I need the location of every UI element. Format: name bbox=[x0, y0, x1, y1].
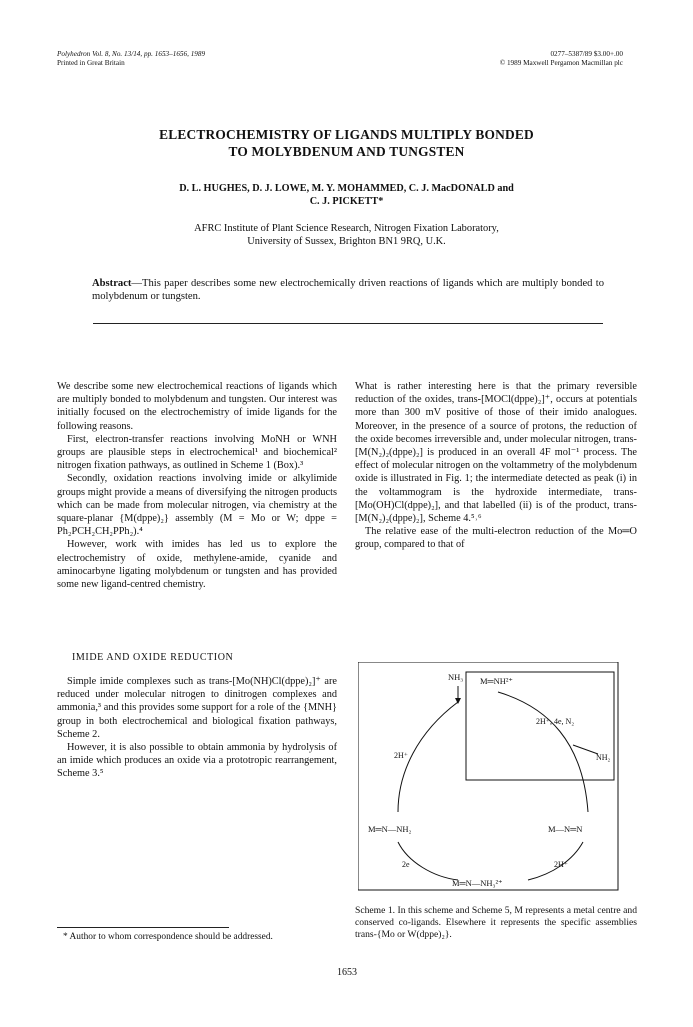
abstract-label: Abstract bbox=[92, 278, 132, 289]
bottom-right-label: 2H⁺ bbox=[554, 860, 568, 869]
right-reagent-label: 2H⁺, 4e, N₂ bbox=[536, 717, 575, 726]
left-column bbox=[57, 380, 337, 591]
abstract-text: —This paper describes some new electrochemically driven reactions of ligands which are multiply bonded to molybdenum or tungsten. bbox=[92, 278, 604, 302]
paragraph-however: However, work with imides has led us to explore the electrochemistry of oxide, methylene-amide, cyanide and aminocarbyne ligating molybdenum or tungsten and has provided some new ligand-centred chemistry. bbox=[57, 539, 337, 591]
title-line-1: ELECTROCHEMISTRY OF LIGANDS MULTIPLY BONDED bbox=[159, 127, 534, 142]
left-reagent-label: 2H⁺ bbox=[394, 751, 408, 760]
paragraph-imide-complexes: Simple imide complexes such as trans-[Mo(NH)Cl(dppe)₂]⁺ are reduced under molecular nitrogen to dinitrogen complexes and ammonia,³ and this provides some support for a role of the {MNH} group in both electrochemical and biological fixation pathways, Scheme 2. bbox=[57, 676, 337, 740]
paragraph-first-reason: First, electron-transfer reactions involving MoNH or WNH groups are plausible steps in electrochemical¹ and biochemical² nitrogen fixation pathways, as outlined in Scheme 1 (Box).³ bbox=[57, 433, 337, 472]
box-top-label: M═NH²⁺ bbox=[480, 676, 513, 686]
page-number: 1653 bbox=[337, 967, 357, 978]
nh2-arrow bbox=[573, 745, 598, 754]
paragraph-relative-ease: The relative ease of the multi-electron reduction of the Mo═O group, compared to that of bbox=[355, 526, 637, 551]
footnote-divider bbox=[57, 927, 229, 928]
issn-price: 0277–5387/89 $3.00+.00 bbox=[550, 50, 623, 58]
journal-header bbox=[57, 50, 205, 68]
affiliation-line-2: University of Sussex, Brighton BN1 9RQ, U.K. bbox=[247, 236, 446, 247]
scheme-1-diagram bbox=[358, 662, 638, 894]
arc-right-upper bbox=[498, 692, 588, 812]
author-list bbox=[70, 182, 623, 208]
nh2-label: NH₂ bbox=[596, 753, 611, 762]
scheme-inner-box bbox=[466, 672, 614, 780]
copyright-line: © 1989 Maxwell Pergamon Macmillan plc bbox=[499, 59, 623, 67]
abstract-divider bbox=[93, 323, 603, 324]
bottom-species: M═N—NH₃²⁺ bbox=[452, 878, 503, 888]
paragraph-second-reason: Secondly, oxidation reactions involving imide or alkylimide groups might provide a means of diversifying the nitrogen products which can be made from molecular nitrogen, via chemistry at the square-planar {M(dppe)₂} assembly (M = Mo or W; dppe = Ph₂PCH₂CH₂PPh₂).⁴ bbox=[57, 473, 337, 538]
nh3-label: NH₃ bbox=[448, 672, 464, 682]
affiliation-line-1: AFRC Institute of Plant Science Research, Nitrogen Fixation Laboratory, bbox=[194, 223, 499, 234]
abstract bbox=[92, 277, 604, 303]
paragraph-hydrolysis: However, it is also possible to obtain ammonia by hydrolysis of an imide which produces an oxide via a prototropic rearrangement, Scheme 3.⁵ bbox=[57, 742, 337, 780]
authors-line-1: D. L. HUGHES, D. J. LOWE, M. Y. MOHAMMED, C. J. MacDONALD and bbox=[179, 183, 514, 194]
bottom-left-label: 2e bbox=[402, 860, 410, 869]
copyright-header bbox=[500, 50, 623, 68]
journal-citation: Polyhedron Vol. 8, No. 13/14, pp. 1653–1656, 1989 bbox=[57, 50, 206, 58]
intro-paragraph: We describe some new electrochemical reactions of ligands which are multiply bonded to molybdenum and tungsten. Our interest was initially focused on the electrochemistry of imide ligands for the following reasons. bbox=[57, 381, 337, 432]
title-line-2: TO MOLYBDENUM AND TUNGSTEN bbox=[228, 144, 465, 159]
affiliation bbox=[70, 222, 623, 248]
paper-title bbox=[70, 126, 623, 160]
right-species: M—N═N bbox=[548, 824, 583, 834]
scheme-caption: Scheme 1. In this scheme and Scheme 5, M represents a metal centre and conserved co-ligands. Elsewhere it represents the specific assemblies trans-{Mo or W(dppe)₂}. bbox=[355, 905, 637, 941]
paragraph-oxides: What is rather interesting here is that the primary reversible reduction of the oxides, trans-[MOCl(dppe)₂]⁺, occurs at potentials more than 300 mV positive of those of their imido analogues. Moreover, in the presence of a source of protons, the reduction of the oxide becomes irreversible and, under molecular nitrogen, trans-[M(N₂)₂(dppe)₂] is produced in an overall 4F mol⁻¹ process. The effect of molecular nitrogen on the voltammetry of the molybdenum oxide is illustrated in Fig. 1; the intermediate detected as peak (i) in the voltammogram is the hydroxide intermediate, trans-[Mo(OH)Cl(dppe)₂], and that labelled (ii) is of the product, trans-[M(N₂)₂(dppe)₂], Scheme 4.⁵˒⁶ bbox=[355, 381, 637, 525]
footnote: * Author to whom correspondence should be addressed. bbox=[63, 932, 273, 942]
authors-line-2: C. J. PICKETT* bbox=[309, 196, 384, 207]
left-column-section bbox=[57, 675, 337, 781]
section-heading: IMIDE AND OXIDE REDUCTION bbox=[72, 652, 234, 663]
left-species: M═N—NH₂ bbox=[368, 824, 412, 834]
right-column bbox=[355, 380, 637, 552]
printed-in: Printed in Great Britain bbox=[57, 59, 125, 67]
scheme-box bbox=[358, 662, 618, 890]
